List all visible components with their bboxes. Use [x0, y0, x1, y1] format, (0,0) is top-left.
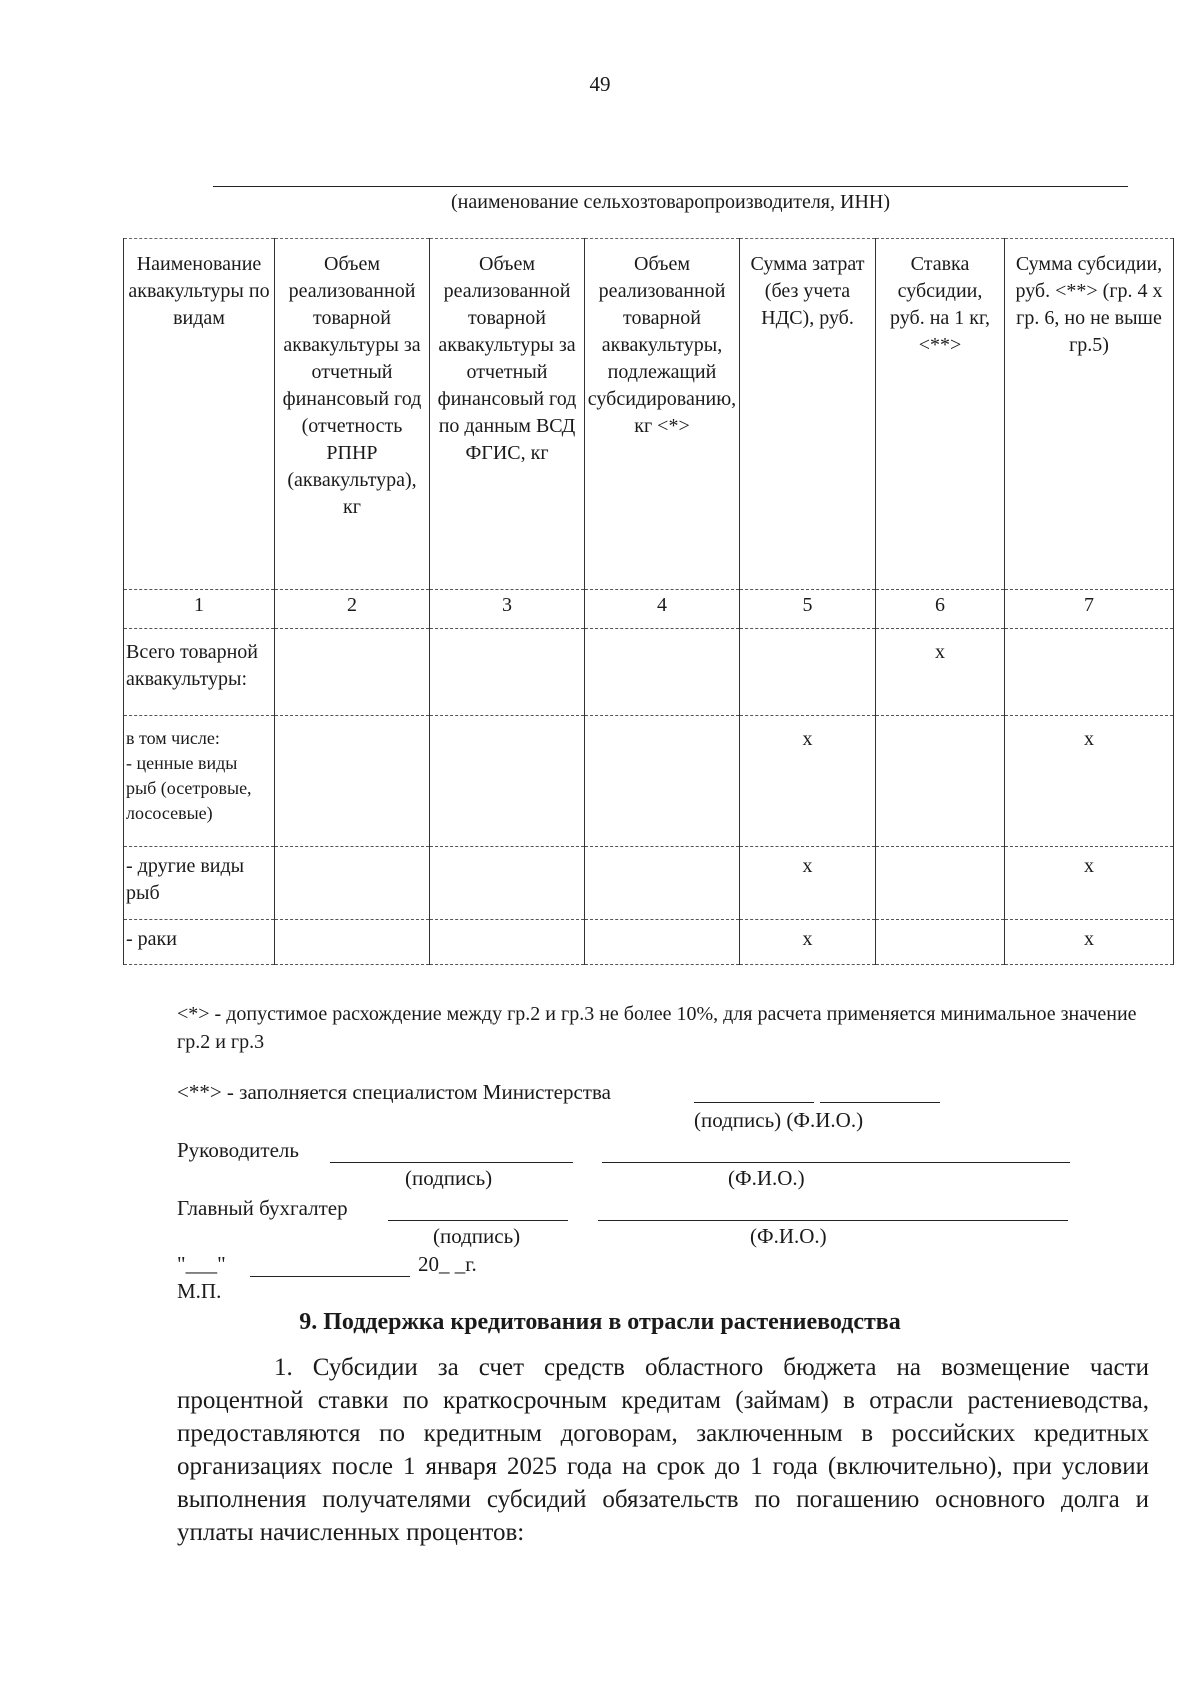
- table-cell: [1005, 629, 1174, 716]
- date-month-line: [250, 1252, 410, 1277]
- table-cell: [430, 716, 585, 847]
- table-cell: x: [1005, 920, 1174, 965]
- head-signature-line: [330, 1138, 573, 1163]
- row-name: Всего товарной аквакультуры:: [124, 629, 275, 716]
- table-cell: [876, 920, 1005, 965]
- section-heading: 9. Поддержка кредитования в отрасли растениеводства: [299, 1309, 901, 1335]
- table-cell: [430, 920, 585, 965]
- date-quote: "___": [177, 1252, 226, 1276]
- table-cell: [430, 847, 585, 920]
- ministry-fio-line: [820, 1080, 940, 1103]
- table-cell: [585, 920, 740, 965]
- head-fio-caption: (Ф.И.О.): [728, 1166, 805, 1190]
- ministry-signature-line: [694, 1080, 814, 1103]
- column-number: 7: [1005, 590, 1174, 629]
- date-year: 20_ _г.: [418, 1252, 477, 1276]
- footnote-1: <*> - допустимое расхождение между гр.2 и гр.3 не более 10%, для расчета применяется минимальное значение гр.2 и гр.3: [177, 1003, 1137, 1053]
- table-cell: x: [740, 716, 876, 847]
- header-cell: Объем реализованной товарной аквакультуры за отчетный финансовый год по данным ВСД ФГИС, кг: [430, 239, 585, 590]
- table-cell: x: [1005, 847, 1174, 920]
- table-cell: [585, 716, 740, 847]
- table-cell: [740, 629, 876, 716]
- table-header-row: [124, 239, 1174, 590]
- table-row: [124, 847, 1174, 920]
- head-signature-caption: (подпись): [405, 1166, 493, 1190]
- header-cell: Ставка субсидии, руб. на 1 кг, <**>: [876, 239, 1005, 590]
- accountant-signature-line: [388, 1196, 568, 1221]
- column-number: 3: [430, 590, 585, 629]
- footnote-2: <**> - заполняется специалистом Министерства: [177, 1080, 611, 1104]
- section-paragraph: 1. Субсидии за счет средств областного бюджета на возмещение части процентной ставки по краткосрочным кредитам (займам) в отрасли растениеводства, предоставляются по кредитным договорам, заключенным в российских кредитных организациях после 1 января 2025 года на срок до 1 года (включительно), при условии выполнения получателями субсидий обязательств по погашению основного долга и уплаты начисленных процентов:: [177, 1354, 1149, 1546]
- accountant-fio-caption: (Ф.И.О.): [750, 1224, 827, 1248]
- column-number: 5: [740, 590, 876, 629]
- head-label: Руководитель: [177, 1138, 299, 1162]
- aquaculture-table: [123, 238, 1174, 965]
- table-row: [124, 716, 1174, 847]
- table-cell: x: [1005, 716, 1174, 847]
- table-cell: x: [740, 847, 876, 920]
- head-fio-line: [602, 1138, 1070, 1163]
- header-cell: Объем реализованной товарной аквакультуры, подлежащий субсидированию, кг <*>: [585, 239, 740, 590]
- column-number: 2: [275, 590, 430, 629]
- header-cell: Сумма субсидии, руб. <**> (гр. 4 x гр. 6, но не выше гр.5): [1005, 239, 1174, 590]
- row-name: в том числе: - ценные виды рыб (осетровые, лососевые): [124, 716, 275, 847]
- table-cell: x: [740, 920, 876, 965]
- ministry-signature-caption: (подпись) (Ф.И.О.): [694, 1108, 864, 1132]
- table-cell: [275, 629, 430, 716]
- table-cell: [275, 847, 430, 920]
- column-number: 4: [585, 590, 740, 629]
- column-number: 1: [124, 590, 275, 629]
- table-cell: [876, 847, 1005, 920]
- table-row: [124, 629, 1174, 716]
- table-cell: [430, 629, 585, 716]
- column-number: 6: [876, 590, 1005, 629]
- table-cell: [585, 847, 740, 920]
- table-cell: x: [876, 629, 1005, 716]
- name-caption: (наименование сельхозтоваропроизводителя, ИНН): [451, 191, 890, 213]
- column-number-row: [124, 590, 1174, 629]
- header-cell: Наименование аквакультуры по видам: [124, 239, 275, 590]
- table-cell: [275, 716, 430, 847]
- row-name: - раки: [124, 920, 275, 965]
- header-cell: Объем реализованной товарной аквакультуры за отчетный финансовый год (отчетность РПНР (аквакультура), кг: [275, 239, 430, 590]
- name-underline: [213, 186, 1128, 187]
- page-number: 49: [589, 72, 611, 96]
- accountant-fio-line: [598, 1196, 1068, 1221]
- header-cell: Сумма затрат (без учета НДС), руб.: [740, 239, 876, 590]
- accountant-signature-caption: (подпись): [433, 1224, 521, 1248]
- table-cell: [585, 629, 740, 716]
- accountant-label: Главный бухгалтер: [177, 1196, 348, 1220]
- row-name: - другие виды рыб: [124, 847, 275, 920]
- stamp-label: М.П.: [177, 1279, 222, 1303]
- table-cell: [275, 920, 430, 965]
- table-cell: [876, 716, 1005, 847]
- table-row: [124, 920, 1174, 965]
